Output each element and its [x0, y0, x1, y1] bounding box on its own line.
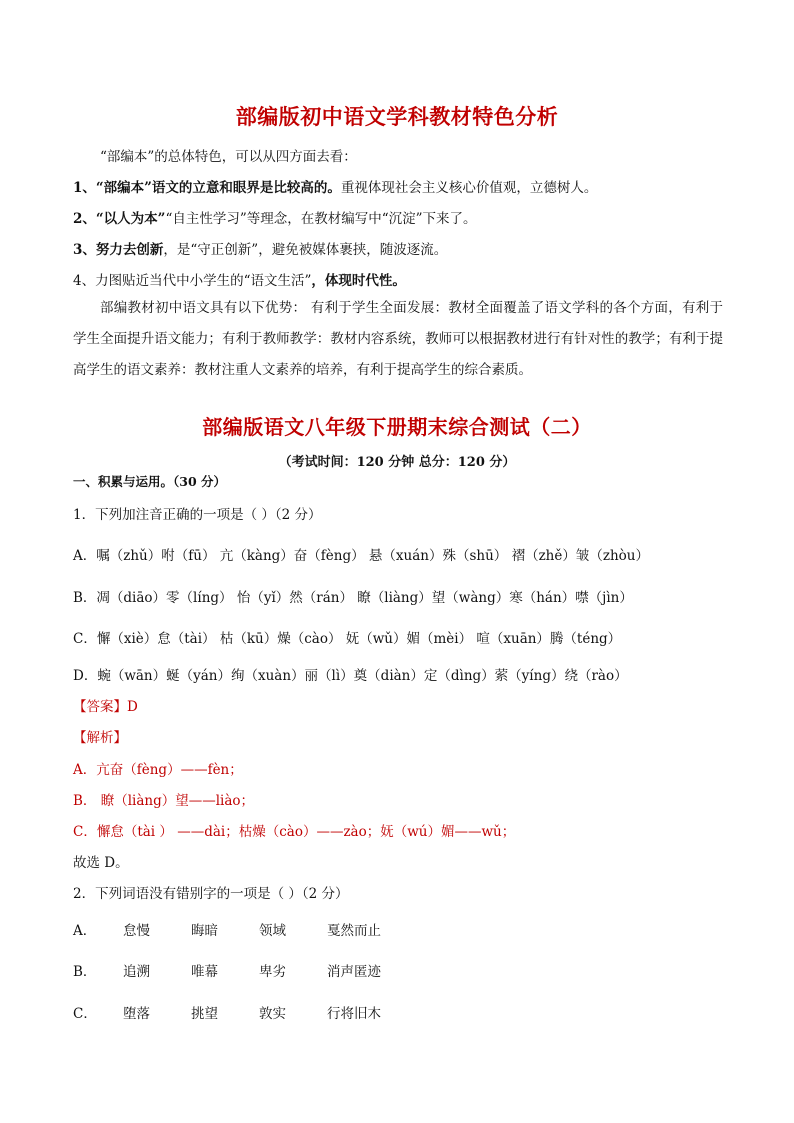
question-2-option-c: [73, 1002, 395, 1022]
point-1-bold: “部编本”语文的立意和眼界是比较高的。: [95, 180, 341, 196]
point-1: [73, 176, 597, 196]
section-heading: 一、积累与运用。（30 分）: [73, 474, 226, 489]
option-word: 怠慢: [123, 923, 150, 939]
point-4-plain: 力图贴近当代中小学生的“语文生活”: [95, 273, 312, 289]
page-title: 部编版初中语文学科教材特色分析: [235, 105, 559, 129]
option-label: C．: [73, 1006, 97, 1022]
exam-info: （考试时间：120 分钟 总分：120 分）: [278, 455, 516, 470]
option-label: A．: [73, 923, 97, 939]
question-2-option-a: [73, 919, 395, 939]
point-2-rest: “自主性学习”等理念，在教材编写中“沉淀”下来了。: [165, 211, 477, 227]
question-1-option-c: C．懈（xiè）怠（tài） 枯（kū）燥（cào） 妩（wǔ）媚（mèi） 喧（xuān）腾（téng）: [73, 631, 622, 647]
question-2-option-b: [73, 960, 395, 980]
option-label: B．: [73, 964, 97, 980]
advantages-paragraph: 部编教材初中语文具有以下优势： 有利于学生全面发展：教材全面覆盖了语文学科的各个方面，有利于学生全面提升语文能力；有利于教师教学：教材内容系统，教师可以根据教材进行有针对性的教学；有利于提高学生的语文素养：教材注重人文素养的培养，有利于提高学生的综合素质。: [73, 300, 723, 378]
question-1-option-a: A．嘱（zhǔ）咐（fū） 亢（kàng）奋（fèng） 悬（xuán）殊（shū） 褶（zhě）皱（zhòu）: [73, 548, 649, 564]
question-1-conclusion: 故选 D。: [73, 855, 129, 871]
point-4-bold: ，体现时代性。: [311, 273, 406, 289]
option-word: 唯幕: [191, 964, 218, 980]
option-word: 挑望: [191, 1006, 218, 1022]
analysis-line-b: B． 瞭（liàng）望——liào；: [73, 793, 255, 809]
intro-line: “部编本”的总体特色，可以从四方面去看：: [100, 149, 357, 165]
point-4-num: 4、: [73, 273, 96, 289]
option-word: 消声匿迹: [327, 964, 381, 980]
point-3-bold: 努力去创新: [95, 242, 164, 258]
point-1-rest: 重视体现社会主义核心价值观，立德树人。: [340, 180, 598, 196]
option-word: 晦暗: [191, 923, 218, 939]
question-1-option-d: D．蜿（wān）蜒（yán）绚（xuàn）丽（lì）奠（diàn）定（dìng）萦（yíng）绕（rào）: [73, 668, 628, 684]
point-3-num: 3、: [73, 242, 96, 258]
option-word: 敦实: [259, 1006, 286, 1022]
point-3-rest: ，是“守正创新”，避免被媒体裹挟，随波逐流。: [163, 242, 448, 258]
option-word: 戛然而止: [327, 923, 381, 939]
option-word: 卑劣: [259, 964, 286, 980]
point-3: [73, 238, 447, 258]
point-2: [73, 207, 477, 227]
question-1-option-b: B．凋（diāo）零（líng） 怡（yǐ）然（rán） 瞭（liàng）望（wàng）寒（hán）噤（jìn）: [73, 590, 633, 606]
point-1-num: 1、: [73, 180, 96, 196]
option-word: 堕落: [123, 1006, 150, 1022]
exam-title: 部编版语文八年级下册期末综合测试（二）: [202, 415, 592, 439]
option-word: 行将旧木: [327, 1006, 381, 1022]
option-word: 领域: [259, 923, 286, 939]
analysis-line-a: A．亢奋（fèng）——fèn；: [73, 762, 243, 778]
analysis-line-c: C．懈怠（tài ） ——dài；枯燥（cào）——zào；妩（wú）媚——wǔ；: [73, 824, 516, 840]
question-1-stem: 1．下列加注音正确的一项是（ ）（2 分）: [73, 507, 322, 523]
question-1-analysis-label: 【解析】: [73, 730, 127, 746]
point-4: [73, 269, 406, 289]
question-2-stem: 2．下列词语没有错别字的一项是（ ）（2 分）: [73, 886, 349, 902]
question-1-answer: 【答案】D: [73, 699, 138, 715]
option-word: 追溯: [123, 964, 150, 980]
point-2-bold: “以人为本”: [95, 211, 166, 227]
point-2-num: 2、: [73, 211, 96, 227]
